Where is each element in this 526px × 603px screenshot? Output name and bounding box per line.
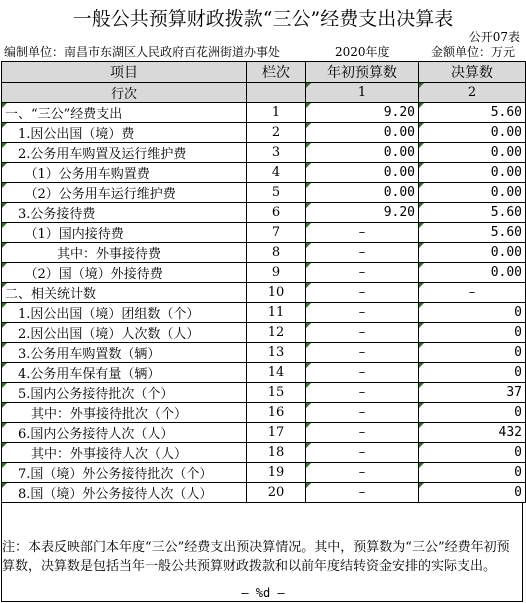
row-item-name: 其中：外事接待批次（个）	[2, 403, 247, 423]
row-budget-value: 0.00	[306, 143, 419, 163]
row-seq: 12	[247, 323, 306, 343]
row-seq: 20	[247, 483, 306, 503]
row-seq: 3	[247, 143, 306, 163]
row-final-value: 0	[419, 343, 526, 363]
row-final-value: –	[419, 283, 526, 303]
row-budget-value: 9.20	[306, 103, 419, 123]
table-row	[2, 323, 526, 343]
row-budget-value: –	[306, 243, 419, 263]
table-row	[2, 103, 526, 123]
page-footer: – %d –	[241, 586, 285, 600]
row-seq: 10	[247, 283, 306, 303]
row-item-name: 8.国（境）外公务接待人次（人）	[2, 483, 247, 503]
table-row	[2, 383, 526, 403]
row-budget-value: 0.00	[306, 163, 419, 183]
row-final-value: 0	[419, 323, 526, 343]
header-col2: 2	[419, 83, 526, 103]
row-item-name: 3.公务接待费	[2, 203, 247, 223]
header-row	[2, 62, 526, 83]
fiscal-year: 2020年度	[335, 45, 390, 59]
row-final-value: 0.00	[419, 163, 526, 183]
row-item-name: 其中：外事接待费	[2, 243, 247, 263]
row-item-name: 4.公务用车保有量（辆）	[2, 363, 247, 383]
table-row	[2, 463, 526, 483]
subheader-row	[2, 83, 526, 103]
table-row	[2, 403, 526, 423]
compiling-unit: 编制单位：南昌市东湖区人民政府百花洲街道办事处	[4, 45, 281, 59]
row-budget-value: 9.20	[306, 203, 419, 223]
table-row	[2, 263, 526, 283]
row-item-name: 6.国内公务接待人次（人）	[2, 423, 247, 443]
row-final-value: 0	[419, 483, 526, 503]
row-seq: 19	[247, 463, 306, 483]
row-item-name: 1.因公出国（境）费	[2, 123, 247, 143]
row-item-name: 7.国（境）外公务接待批次（个）	[2, 463, 247, 483]
header-row-label: 行次	[2, 83, 247, 103]
row-final-value: 0.00	[419, 143, 526, 163]
header-budget: 年初预算数	[306, 62, 419, 83]
amount-unit: 金额单位：万元	[431, 45, 516, 59]
row-item-name: （2）国（境）外接待费	[2, 263, 247, 283]
row-item-name: （1）国内接待费	[2, 223, 247, 243]
table-row	[2, 183, 526, 203]
row-budget-value: –	[306, 483, 419, 503]
row-item-name: 一、“三公”经费支出	[2, 103, 247, 123]
table-row	[2, 203, 526, 223]
row-final-value: 5.60	[419, 103, 526, 123]
row-final-value: 0.00	[419, 243, 526, 263]
header-col1: 1	[306, 83, 419, 103]
table-row	[2, 283, 526, 303]
table-row	[2, 343, 526, 363]
table-title: 一般公共预算财政拨款“三公”经费支出决算表	[72, 8, 454, 30]
row-final-value: 0.00	[419, 263, 526, 283]
row-final-value: 5.60	[419, 203, 526, 223]
table-row	[2, 163, 526, 183]
table-row	[2, 243, 526, 263]
row-final-value: 0	[419, 463, 526, 483]
row-budget-value: –	[306, 283, 419, 303]
row-final-value: 37	[419, 383, 526, 403]
row-budget-value: –	[306, 223, 419, 243]
row-final-value: 5.60	[419, 223, 526, 243]
row-seq: 2	[247, 123, 306, 143]
row-seq: 5	[247, 183, 306, 203]
row-item-name: 5.国内公务接待批次（个）	[2, 383, 247, 403]
header-empty	[247, 83, 306, 103]
table-row	[2, 123, 526, 143]
row-final-value: 0	[419, 403, 526, 423]
table-row	[2, 303, 526, 323]
row-seq: 18	[247, 443, 306, 463]
row-final-value: 0	[419, 443, 526, 463]
row-seq: 17	[247, 423, 306, 443]
row-budget-value: –	[306, 303, 419, 323]
row-budget-value: –	[306, 383, 419, 403]
row-seq: 8	[247, 243, 306, 263]
row-budget-value: –	[306, 363, 419, 383]
row-seq: 13	[247, 343, 306, 363]
row-budget-value: –	[306, 443, 419, 463]
row-item-name: 1.因公出国（境）团组数（个）	[2, 303, 247, 323]
form-number: 公开07表	[468, 30, 520, 44]
table-row	[2, 483, 526, 503]
row-final-value: 0	[419, 303, 526, 323]
expenditure-table	[1, 61, 526, 503]
row-budget-value: 0.00	[306, 123, 419, 143]
row-item-name: 二、相关统计数	[2, 283, 247, 303]
row-item-name: 其中：外事接待人次（人）	[2, 443, 247, 463]
row-budget-value: –	[306, 403, 419, 423]
table-row	[2, 143, 526, 163]
row-item-name: 2.公务用车购置及运行维护费	[2, 143, 247, 163]
row-seq: 16	[247, 403, 306, 423]
table-row	[2, 363, 526, 383]
table-row	[2, 443, 526, 463]
row-budget-value: –	[306, 323, 419, 343]
row-item-name: （1）公务用车购置费	[2, 163, 247, 183]
row-seq: 4	[247, 163, 306, 183]
header-item: 项目	[2, 62, 247, 83]
row-item-name: （2）公务用车运行维护费	[2, 183, 247, 203]
row-budget-value: 0.00	[306, 183, 419, 203]
row-seq: 15	[247, 383, 306, 403]
row-final-value: 0.00	[419, 183, 526, 203]
header-seq: 栏次	[247, 62, 306, 83]
row-budget-value: –	[306, 343, 419, 363]
row-seq: 6	[247, 203, 306, 223]
row-item-name: 2.因公出国（境）人次数（人）	[2, 323, 247, 343]
row-final-value: 432	[419, 423, 526, 443]
row-seq: 11	[247, 303, 306, 323]
row-seq: 1	[247, 103, 306, 123]
table-row	[2, 223, 526, 243]
table-note: 注：本表反映部门本年度“三公”经费支出预决算情况。其中，预算数为“三公”经费年初预算数，决算数是包括当年一般公共预算财政拨款和以前年度结转资金安排的实际支出。	[2, 540, 510, 574]
row-seq: 14	[247, 363, 306, 383]
row-final-value: 0.00	[419, 123, 526, 143]
row-item-name: 3.公务用车购置数（辆）	[2, 343, 247, 363]
row-budget-value: –	[306, 263, 419, 283]
row-budget-value: –	[306, 423, 419, 443]
row-seq: 7	[247, 223, 306, 243]
row-seq: 9	[247, 263, 306, 283]
row-budget-value: –	[306, 463, 419, 483]
row-final-value: 0	[419, 363, 526, 383]
table-row	[2, 423, 526, 443]
header-final: 决算数	[419, 62, 526, 83]
